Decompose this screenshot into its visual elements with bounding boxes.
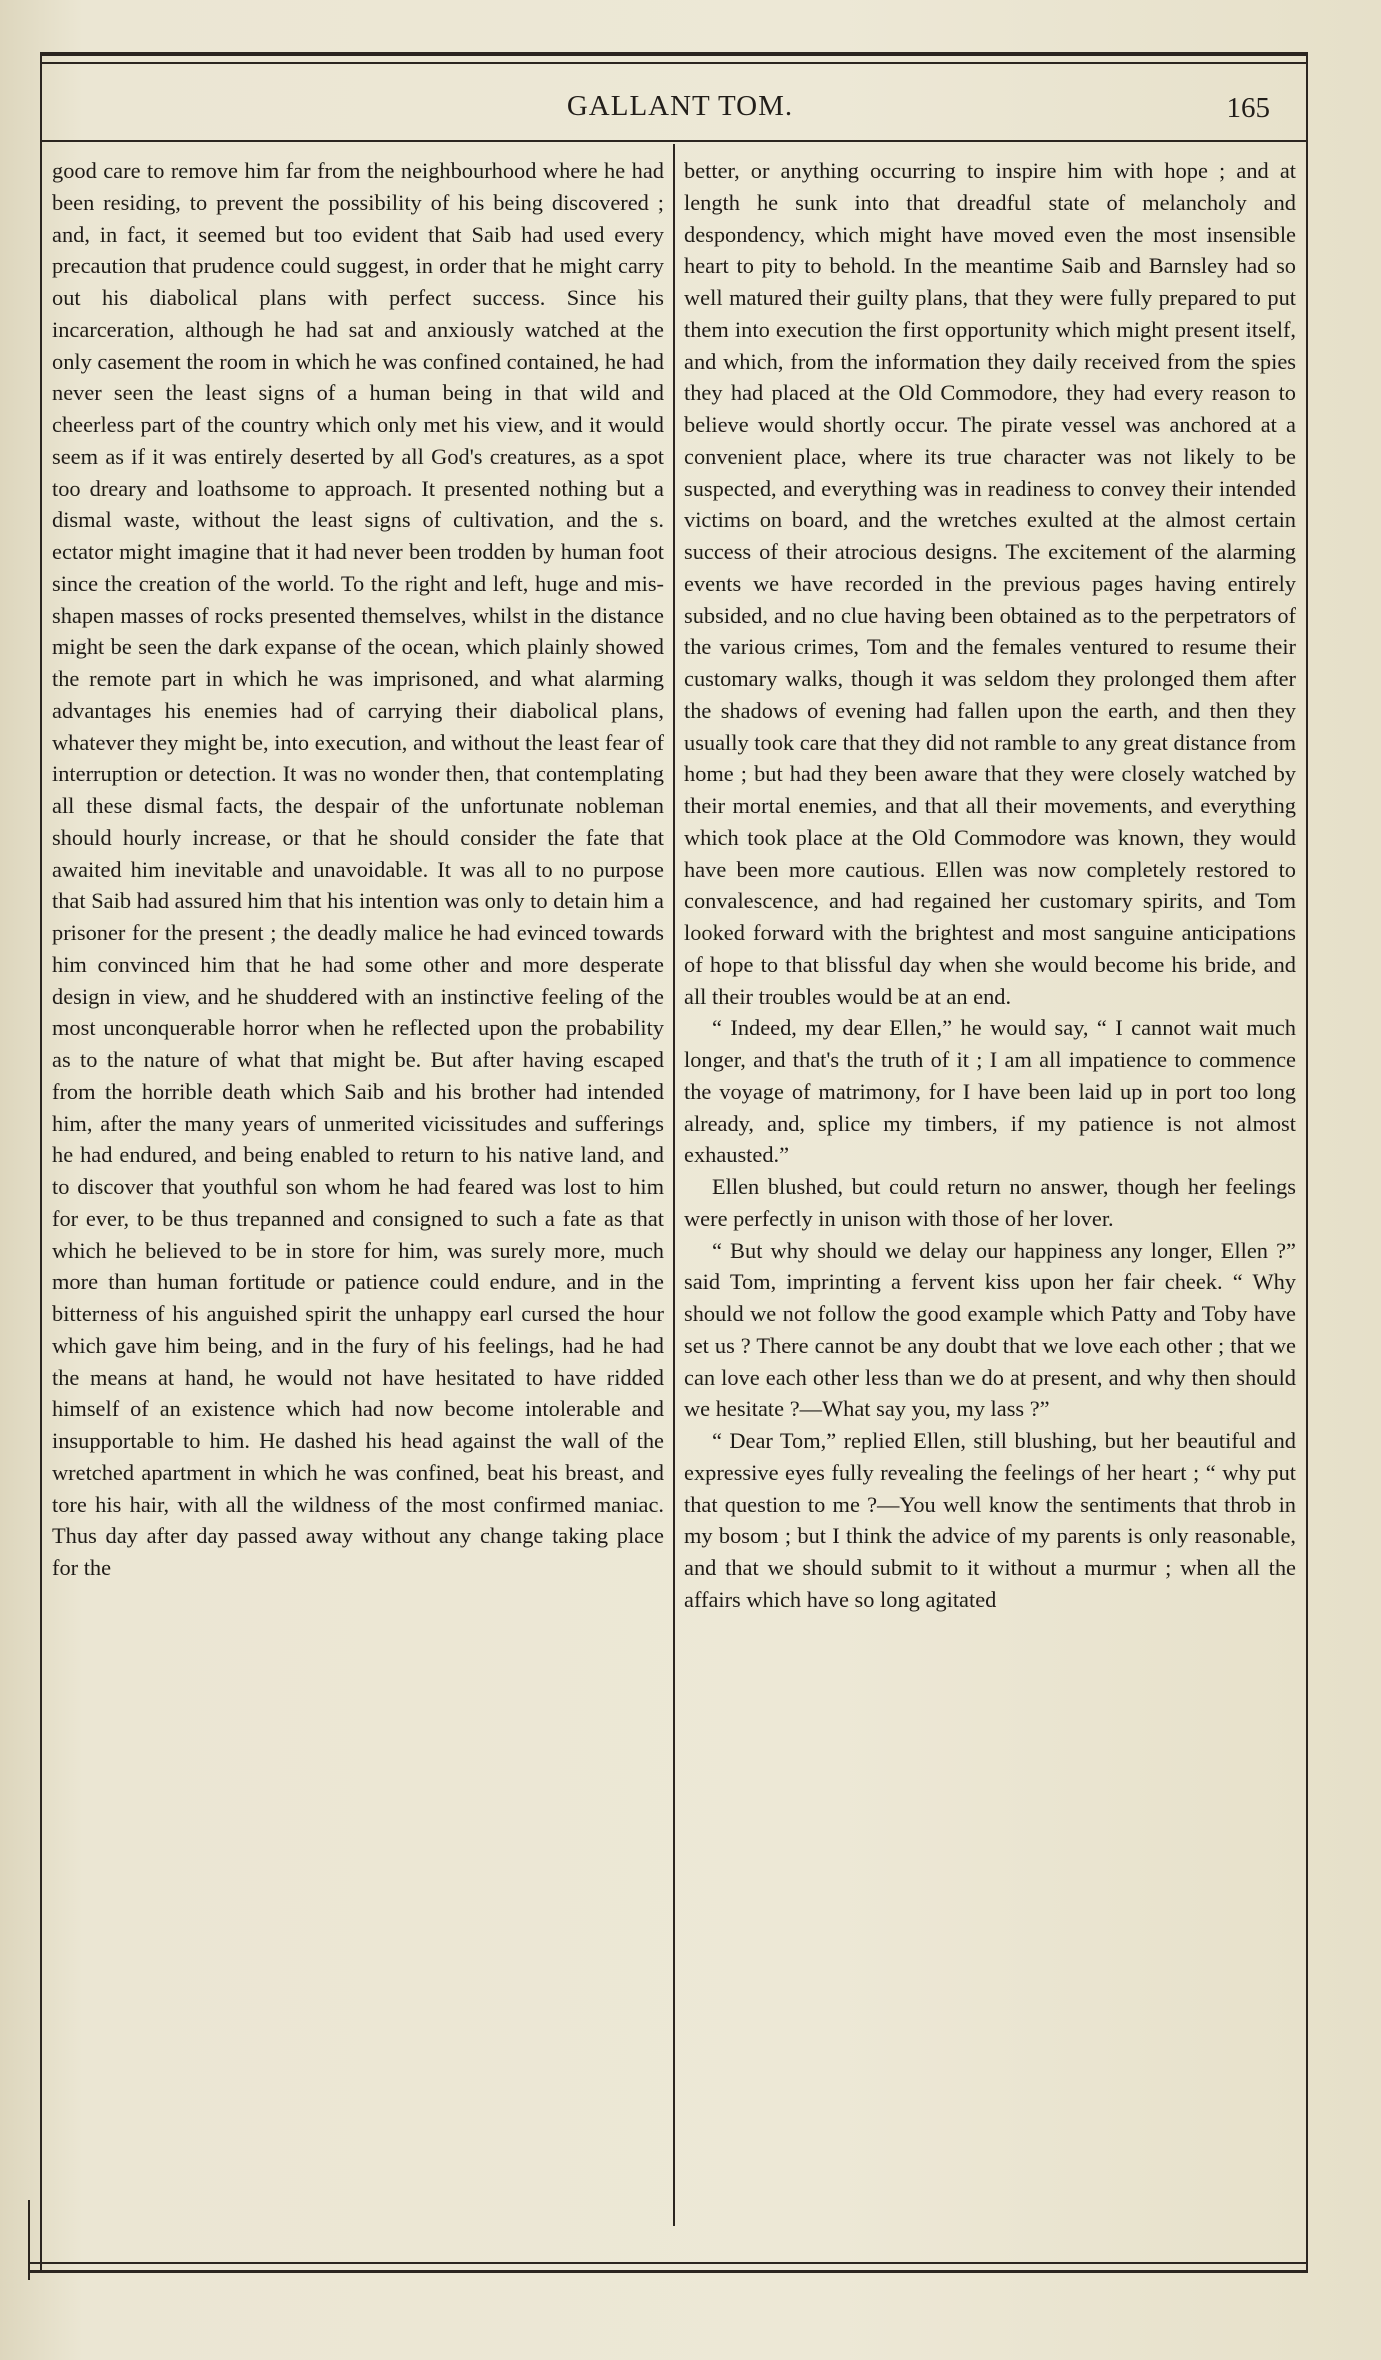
left-outer-border-rule [28, 2200, 30, 2280]
top-thin-rule [40, 62, 1308, 64]
left-border-rule [40, 56, 42, 2270]
left-text-column [52, 155, 664, 1584]
column-divider-rule [673, 144, 675, 2226]
running-title: GALLANT TOM. [566, 90, 794, 122]
left-column-paragraph: good care to remove him far from the neighbourhood where he had been residing, to prevent the possibility of his being discovered ; and, in fact, it seemed but too evident that Saib had used every precaution that prudence could suggest, in order that he might carry out his diabolical plans with perfect success. Since his incarceration, although he had sat and anxiously watched at the only casement the room in which he was confined contained, he had never seen the least signs of a human being in that wild and cheerless part of the country which only met his view, and it would seem as if it was entirely deserted by all God's creatures, as a spot too dreary and loathsome to approach. It presented nothing but a dismal waste, without the least signs of cultivation, and the s. ectator might imagine that it had never been trodden by human foot since the creation of the world. To the right and left, huge and mis-shapen masses of rocks presented themselves, whilst in the distance might be seen the dark expanse of the ocean, which plainly showed the remote part in which he was imprisoned, and what alarming advantages his enemies had of carrying their diabolical plans, whatever they might be, into execution, and without the least fear of interruption or detection. It was no wonder then, that contemplating all these dismal facts, the despair of the unfortunate nobleman should hourly increase, or that he should consider the fate that awaited him inevitable and unavoidable. It was all to no purpose that Saib had assured him that his intention was only to detain him a prisoner for the present ; the deadly malice he had evinced towards him convinced him that he had some other and more desperate design in view, and he shuddered with an instinctive feeling of the most unconquerable horror when he reflected upon the probability as to the nature of what that might be. But after having escaped from the horrible death which Saib and his brother had intended him, after the many years of unmerited vicissitudes and sufferings he had endured, and being enabled to return to his native land, and to discover that youthful son whom he had feared was lost to him for ever, to be thus trepanned and consigned to such a fate as that which he believed to be in store for him, was surely more, much more than human fortitude or patience could endure, and in the bitterness of his anguished spirit the unhappy earl cursed the hour which gave him being, and in the fury of his feelings, had he had the means at hand, he would not have hesitated to have ridded himself of an existence which had now become intolerable and insupportable to him. He dashed his head against the wall of the wretched apartment in which he was confined, beat his breast, and tore his hair, with all the wildness of the most confirmed maniac. Thus day after day passed away without any change taking place for the [52, 158, 664, 1580]
header-rule [40, 140, 1308, 142]
right-column-paragraph-5: “ Dear Tom,” replied Ellen, still blushing, but her beautiful and expressive eyes fully revealing the feelings of her heart ; “ why put that question to me ?—You well know the sentiments that throb in my bosom ; but I think the advice of my parents is only reasonable, and that we should submit to it without a murmur ; when all the affairs which have so long agitated [684, 1428, 1296, 1612]
top-double-rule [40, 52, 1308, 56]
right-column-paragraph-2: “ Indeed, my dear Ellen,” he would say, “ I cannot wait much longer, and that's the truth of it ; I am all impatience to commence the voyage of matrimony, for I have been laid up in port too long already, and, splice my timbers, if my patience is not almost exhausted.” [684, 1015, 1296, 1168]
right-column-paragraph-1: better, or anything occurring to inspire him with hope ; and at length he sunk into that dreadful state of melancholy and despondency, which might have moved even the most insensible heart to pity to behold. In the meantime Saib and Barnsley had so well matured their guilty plans, that they were fully prepared to put them into execution the first opportunity which might present itself, and which, from the information they daily received from the spies they had placed at the Old Commodore, they had every reason to believe would shortly occur. The pirate vessel was anchored at a convenient place, where its true character was not likely to be suspected, and everything was in readiness to convey their intended victims on board, and the wretches exulted at the almost certain success of their atrocious designs. The excitement of the alarming events we have recorded in the previous pages having entirely subsided, and no clue having been obtained as to the perpetrators of the various crimes, Tom and the females ventured to resume their customary walks, though it was seldom they prolonged them after the shadows of evening had fallen upon the earth, and then they usually took care that they did not ramble to any great distance from home ; but had they been aware that they were closely watched by their mortal enemies, and that all their movements, and everything which took place at the Old Commodore was known, they would have been more cautious. Ellen was now completely restored to convalescence, and had regained her customary spirits, and Tom looked forward with the brightest and most sanguine anticipations of hope to that blissful day when she would become his bride, and all their troubles would be at an end. [684, 158, 1296, 1009]
right-text-column [684, 155, 1296, 1616]
page-number: 165 [1226, 92, 1270, 124]
bottom-thick-rule [30, 2270, 1308, 2273]
right-border-rule [1306, 56, 1308, 2270]
right-column-paragraph-3: Ellen blushed, but could return no answer, though her feelings were perfectly in unison with those of her lover. [684, 1174, 1296, 1231]
right-column-paragraph-4: “ But why should we delay our happiness any longer, Ellen ?” said Tom, imprinting a fervent kiss upon her fair cheek. “ Why should we not follow the good example which Patty and Toby have set us ? There cannot be any doubt that we love each other ; that we can love each other less than we do at present, and why then should we hesitate ?—What say you, my lass ?” [684, 1237, 1296, 1422]
bottom-thin-rule [30, 2262, 1308, 2264]
